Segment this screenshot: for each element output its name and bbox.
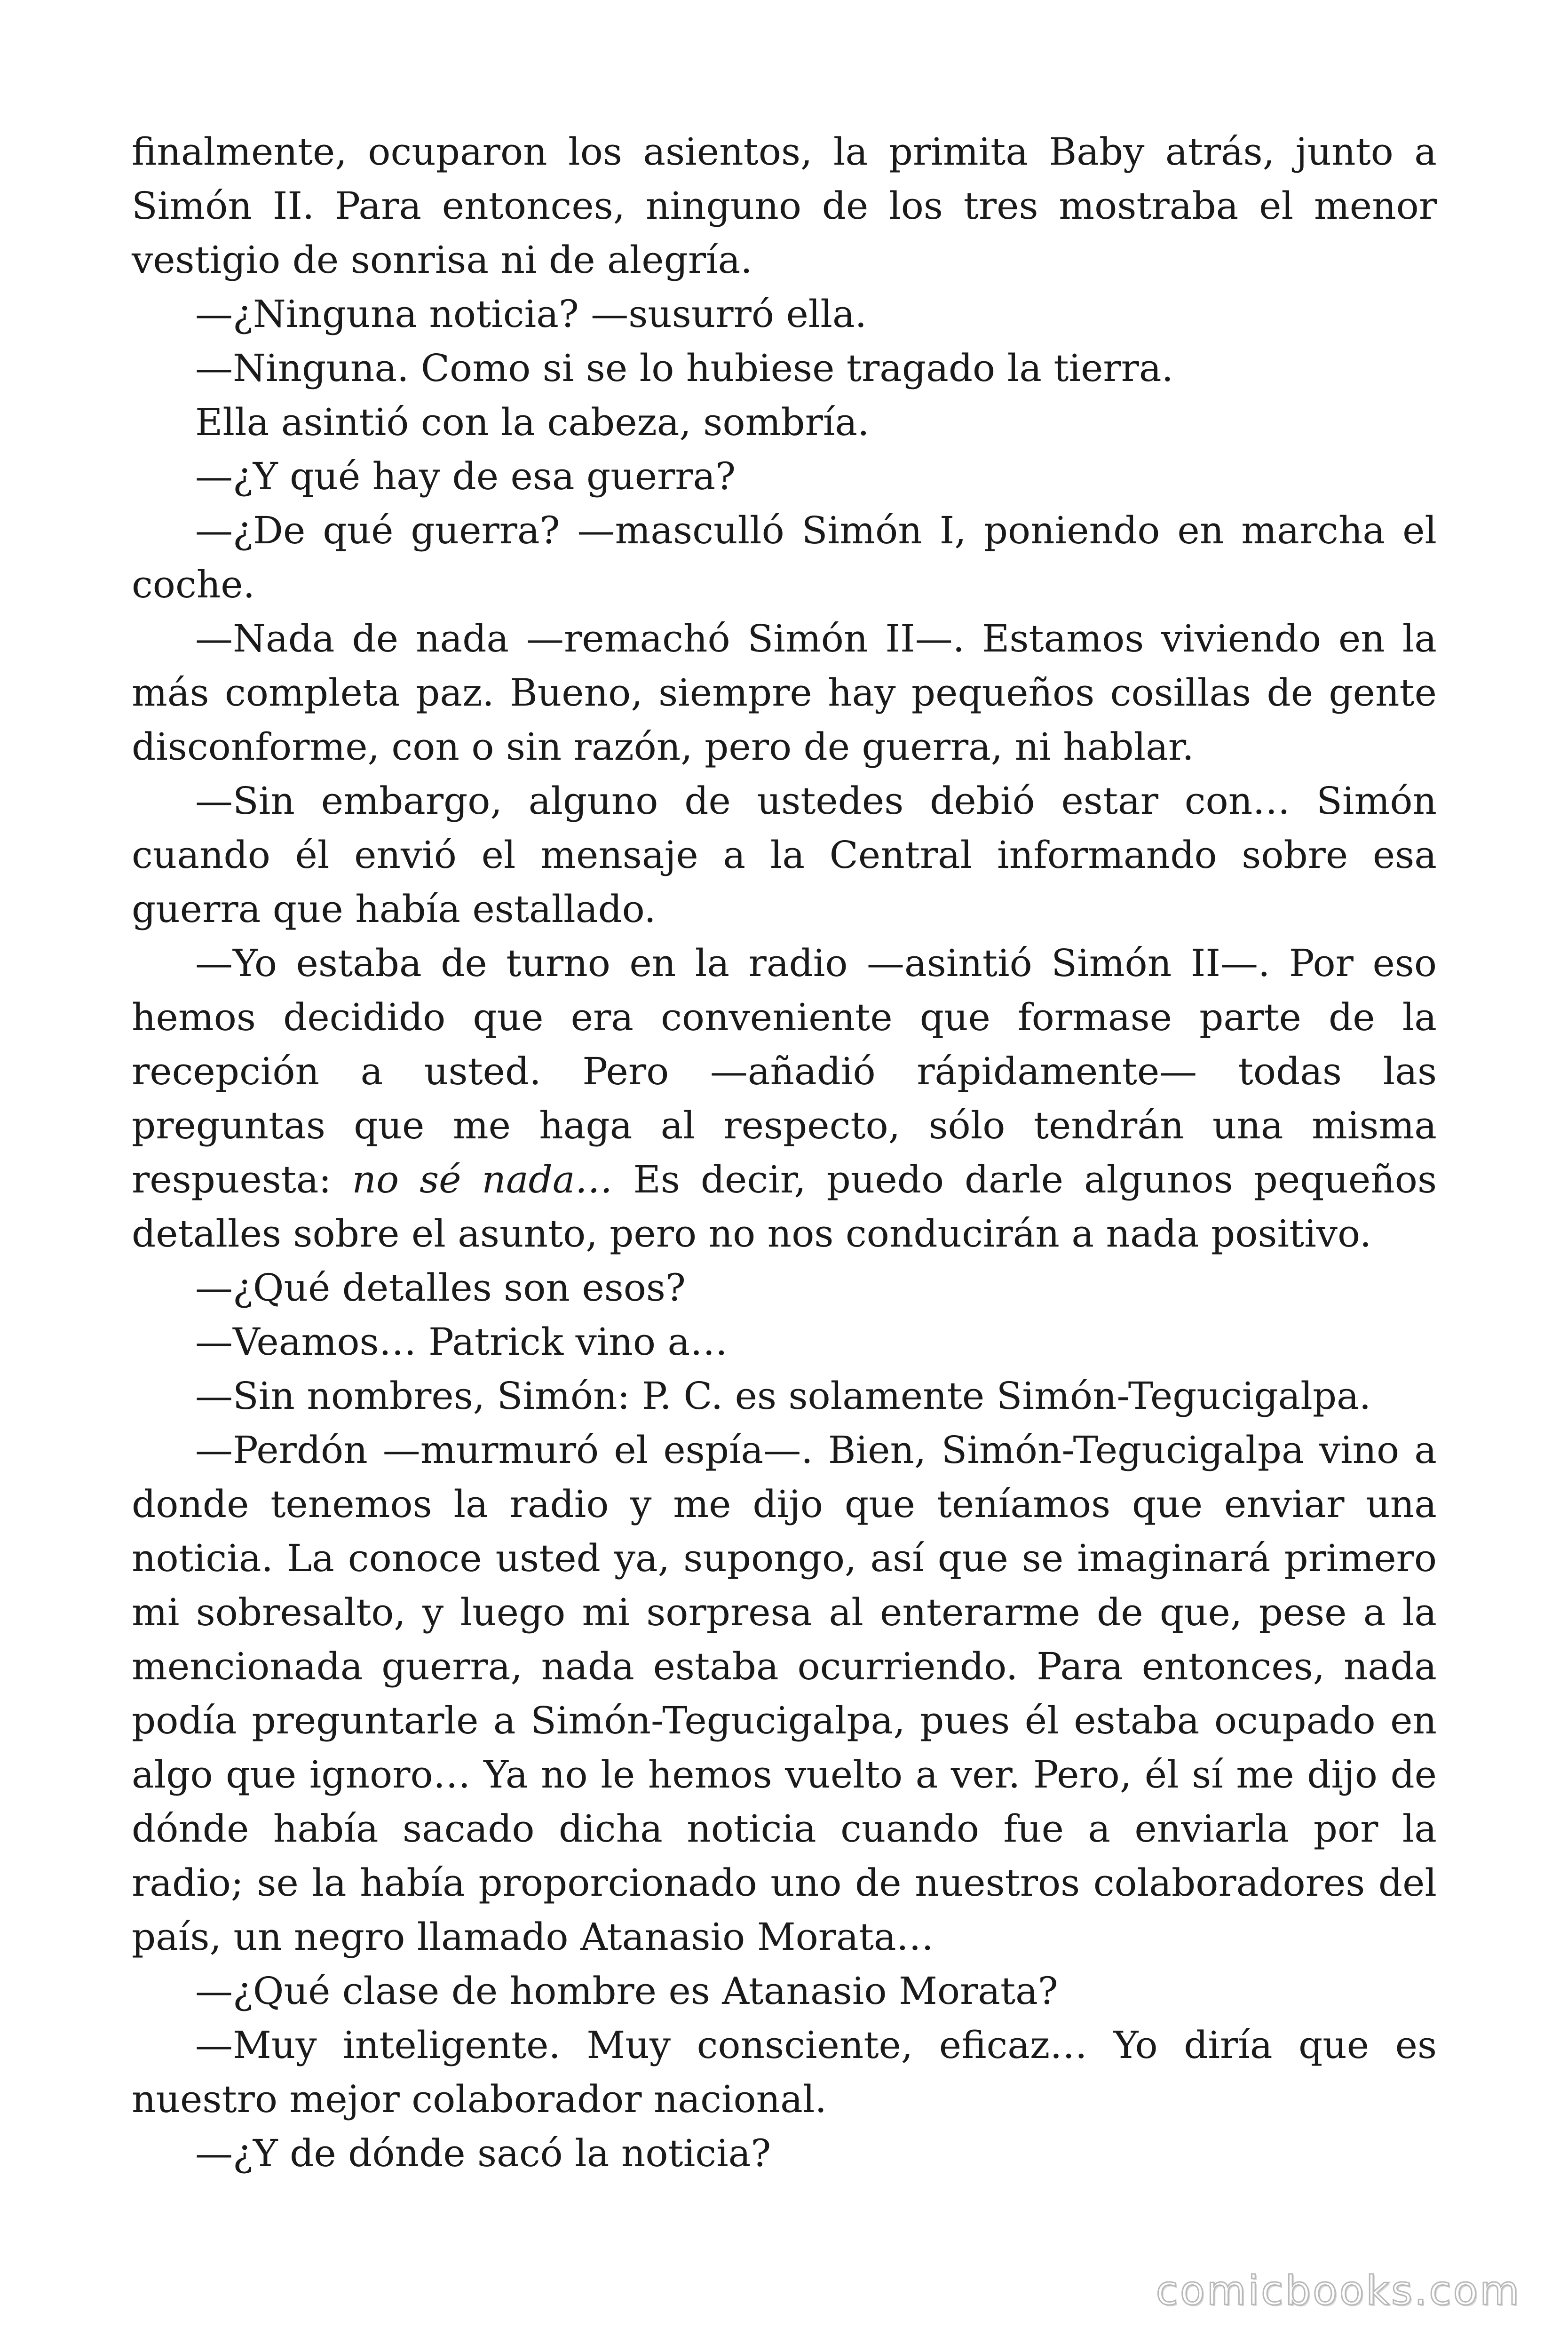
paragraph: —¿Qué detalles son esos?	[195, 1266, 686, 1310]
paragraph	[132, 936, 1437, 1261]
paragraph-text: Es decir, puedo darle algunos pequeños detalles sobre el asunto, pero no nos conducirán a nada positivo.	[132, 1158, 1437, 1255]
paragraph: —¿Ninguna noticia? —susurró ella.	[195, 292, 867, 336]
paragraph: —Sin nombres, Simón: P. C. es solamente Simón-Tegucigalpa.	[195, 1374, 1371, 1418]
paragraph: —¿Y qué hay de esa guerra?	[195, 454, 736, 498]
paragraph-italic-text: no sé nada…	[352, 1158, 613, 1201]
paragraph: —Perdón —murmuró el espía—. Bien, Simón-Tegucigalpa vino a donde tenemos la radio y me dijo que teníamos que enviar una noticia. La conoce usted ya, supongo, así que se imaginará primero mi sobresalto, y luego mi sorpresa al enterarme de que, pese a la mencionada guerra, nada estaba ocurriendo. Para entonces, nada podía preguntarle a Simón-Tegucigalpa, pues él estaba ocupado en algo que ignoro… Ya no le hemos vuelto a ver. Pero, él sí me dijo de dónde había sacado dicha noticia cuando fue a enviarla por la radio; se la había proporcionado uno de nuestros colaboradores del país, un negro llamado Atanasio Morata…	[132, 1428, 1437, 1959]
watermark-logo: comicbooks.com	[1156, 2267, 1521, 2314]
paragraph: Ella asintió con la cabeza, sombría.	[195, 400, 870, 444]
paragraph: —Sin embargo, alguno de ustedes debió estar con… Simón cuando él envió el mensaje a la Central informando sobre esa guerra que había estallado.	[132, 779, 1437, 931]
paragraph: —¿Qué clase de hombre es Atanasio Morata?	[195, 1969, 1058, 2013]
paragraph: —¿De qué guerra? —masculló Simón I, poniendo en marcha el coche.	[132, 509, 1437, 606]
paragraph: —Ninguna. Como si se lo hubiese tragado la tierra.	[195, 346, 1174, 390]
paragraph: —¿Y de dónde sacó la noticia?	[195, 2131, 771, 2175]
book-page-text	[132, 125, 1437, 2180]
paragraph: —Muy inteligente. Muy consciente, eficaz… Yo diría que es nuestro mejor colaborador nacional.	[132, 2023, 1437, 2121]
paragraph: —Nada de nada —remachó Simón II—. Estamos viviendo en la más completa paz. Bueno, siempre hay pequeños cosillas de gente disconforme, con o sin razón, pero de guerra, ni hablar.	[132, 617, 1437, 769]
paragraph-text: —Yo estaba de turno en la radio —asintió Simón II—. Por eso hemos decidido que era conveniente que formase parte de la recepción a usted. Pero —añadió rápidamente— todas las preguntas que me haga al respecto, sólo tendrán una misma respuesta:	[132, 941, 1437, 1201]
paragraph: finalmente, ocuparon los asientos, la primita Baby atrás, junto a Simón II. Para entonces, ninguno de los tres mostraba el menor vestigio de sonrisa ni de alegría.	[132, 130, 1437, 282]
paragraph: —Veamos… Patrick vino a…	[195, 1320, 728, 1364]
